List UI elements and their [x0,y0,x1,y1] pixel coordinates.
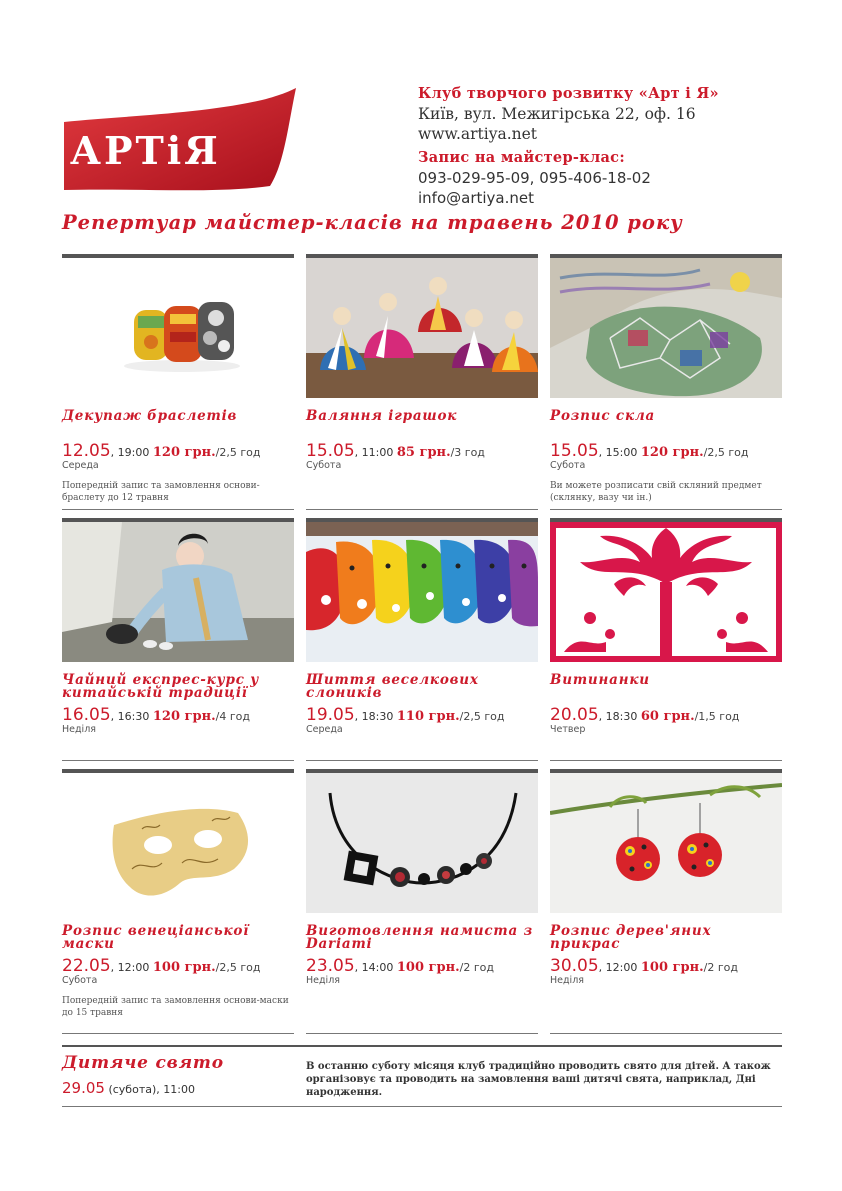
class-duration: /2,5 год [215,446,261,459]
card-bottom-divider [306,509,538,510]
decoupage-bracelets-photo [62,258,294,398]
felt-dolls-photo [306,258,538,398]
class-time: 18:30 [361,710,394,723]
class-note: Ви можете розписати свій скляний предмет (склянку, вазу чи ін.) [550,481,762,503]
class-card [62,769,294,1019]
class-weekday: Субота [306,460,342,471]
class-schedule: 22.05, 12:00 100 грн./2,5 год [62,956,261,976]
footer-divider-top [62,1045,782,1047]
necklace-photo [306,773,538,913]
card-bottom-divider [306,1033,538,1034]
class-weekday: Неділя [550,975,584,986]
class-duration: /2,5 год [215,961,261,974]
class-price: 85 грн. [396,445,451,460]
class-time: 15:00 [605,446,638,459]
class-date: 15.05 [550,441,599,461]
class-date: 23.05 [306,956,355,976]
card-bottom-divider [62,760,294,761]
class-price: 100 грн. [396,960,460,975]
class-card [550,518,782,735]
class-price: 120 грн. [152,445,216,460]
class-date: 16.05 [62,705,111,725]
class-price: 60 грн. [640,709,695,724]
class-duration: /4 год [215,710,250,723]
card-bottom-divider [550,760,782,761]
class-title: Розпис венеціанської маски [62,923,250,952]
class-date: 19.05 [306,705,355,725]
class-duration: /2,5 год [459,710,505,723]
card-bottom-divider [550,1033,782,1034]
signup-label: Запис на майстер-клас: [418,149,625,166]
kids-day: (субота) [108,1083,157,1096]
club-phones: 093-029-95-09, 095-406-18-02 [418,169,651,187]
class-card [306,769,538,986]
class-date: 30.05 [550,956,599,976]
class-card [306,518,538,735]
class-card [306,254,538,471]
class-time: 19:00 [117,446,150,459]
class-date: 20.05 [550,705,599,725]
class-duration: /2 год [703,961,738,974]
kids-party-description: В останню суботу місяця клуб традиційно проводить свято для дітей. А також організовує та проводить на замовлення ваші дитячі свята, наприклад, Дні народження. [306,1061,771,1098]
class-time: 12:00 [605,961,638,974]
class-time: 18:30 [605,710,638,723]
club-email[interactable]: info@artiya.net [418,189,534,207]
club-website[interactable]: www.artiya.net [418,125,538,143]
class-weekday: Субота [62,975,98,986]
class-time: 14:00 [361,961,394,974]
class-schedule: 23.05, 14:00 100 грн./2 год [306,956,494,976]
page-title: Репертуар майстер-класів на травень 2010 року [62,211,683,234]
logo-text: АРТіЯ [70,128,221,173]
class-time: 16:30 [117,710,150,723]
class-date: 22.05 [62,956,111,976]
class-weekday: Неділя [306,975,340,986]
class-price: 120 грн. [152,709,216,724]
class-weekday: Субота [550,460,586,471]
class-title: Виготовлення намиста з Dariami [306,923,533,952]
class-weekday: Четвер [550,724,586,735]
class-schedule: 16.05, 16:30 120 грн./4 год [62,705,250,725]
paper-cutting-photo [550,522,782,662]
class-schedule: 19.05, 18:30 110 грн./2,5 год [306,705,505,725]
class-card [550,254,782,504]
rainbow-elephants-photo [306,522,538,662]
artiya-logo [62,86,298,192]
venetian-mask-photo [62,773,294,913]
class-title: Витинанки [550,672,650,688]
class-duration: /2 год [459,961,494,974]
card-bottom-divider [62,509,294,510]
glass-painting-photo [550,258,782,398]
class-weekday: Середа [306,724,343,735]
kids-date-value: 29.05 [62,1079,105,1097]
class-schedule: 15.05, 11:00 85 грн./3 год [306,441,485,461]
class-date: 15.05 [306,441,355,461]
footer-divider-bottom [62,1106,782,1107]
class-price: 100 грн. [152,960,216,975]
card-bottom-divider [62,1033,294,1034]
card-bottom-divider [550,509,782,510]
class-time: 12:00 [117,961,150,974]
class-title: Чайний експрес-курс у китайській традиції [62,672,260,701]
class-title: Шиття веселкових слоників [306,672,479,701]
class-title: Розпис скла [550,408,656,424]
class-price: 110 грн. [396,709,460,724]
club-address: Київ, вул. Межигірська 22, оф. 16 [418,105,696,123]
class-title: Розпис дерев'яних прикрас [550,923,712,952]
class-weekday: Середа [62,460,99,471]
class-note: Попередній запис та замовлення основи-маски до 15 травня [62,996,289,1018]
class-duration: /2,5 год [703,446,749,459]
class-time: 11:00 [361,446,394,459]
class-card [550,769,782,986]
club-name: Клуб творчого розвитку «Арт і Я» [418,85,719,102]
class-note: Попередній запис та замовлення основи-браслету до 12 травня [62,481,260,503]
class-schedule: 30.05, 12:00 100 грн./2 год [550,956,738,976]
kids-party-date: 29.05 (субота), 11:00 [62,1079,195,1097]
class-duration: /3 год [450,446,485,459]
class-card [62,254,294,504]
kids-time: 11:00 [163,1083,195,1096]
class-schedule: 20.05, 18:30 60 грн./1,5 год [550,705,740,725]
tea-ceremony-photo [62,522,294,662]
class-price: 120 грн. [640,445,704,460]
club-info [418,84,798,208]
class-price: 100 грн. [640,960,704,975]
class-title: Валяння іграшок [306,408,458,424]
class-date: 12.05 [62,441,111,461]
class-weekday: Неділя [62,724,96,735]
class-card [62,518,294,735]
class-schedule: 12.05, 19:00 120 грн./2,5 год [62,441,261,461]
class-duration: /1,5 год [694,710,740,723]
class-schedule: 15.05, 15:00 120 грн./2,5 год [550,441,749,461]
kids-party-title: Дитяче свято [62,1053,224,1073]
card-bottom-divider [306,760,538,761]
wooden-earrings-photo [550,773,782,913]
class-title: Декупаж браслетів [62,408,238,424]
